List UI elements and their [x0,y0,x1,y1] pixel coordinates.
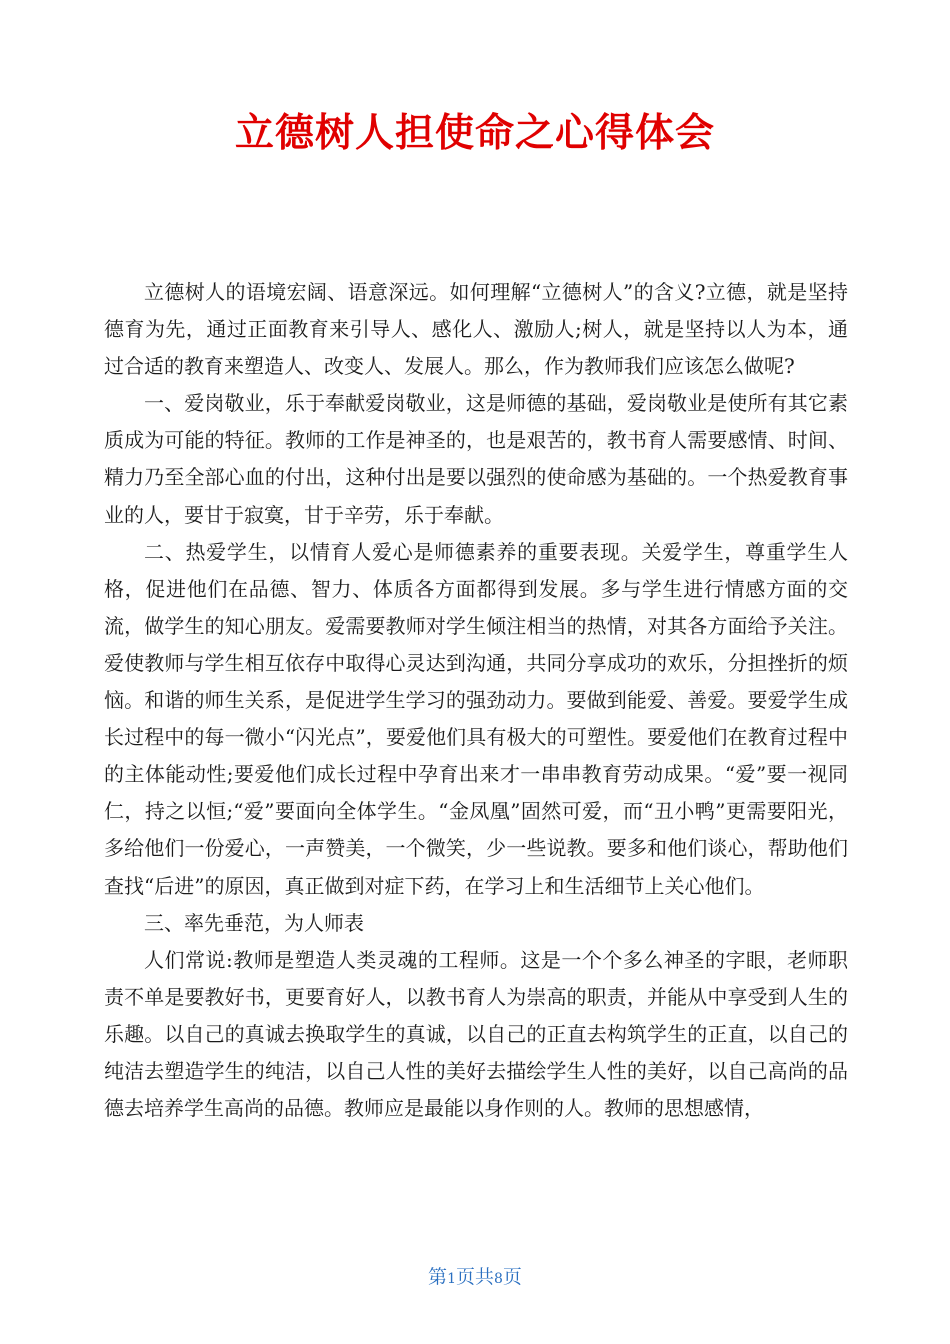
document-title: 立德树人担使命之心得体会 [234,111,715,156]
paragraph-section-3-heading: 三、率先垂范，为人师表 [144,910,364,935]
page-number-footer [0,1264,950,1292]
paragraph-intro: 立德树人的语境宏阔、语意深远。如何理解“立德树人”的含义?立德，就是坚持德育为先，通过正面教育来引导人、感化人、激励人;树人，就是坚持以人为本，通过合适的教育来塑造人、改变人、发展人。那么，作为教师我们应该怎么做呢? [104,280,848,379]
current-page-number: 1 [447,1271,456,1287]
footer-prefix: 第 [428,1266,448,1288]
footer-middle: 页共 [455,1266,494,1288]
paragraph-section-3-body: 人们常说:教师是塑造人类灵魂的工程师。这是一个个多么神圣的字眼，老师职责不单是要教好书，更要育好人，以教书育人为崇高的职责，并能从中享受到人生的乐趣。以自己的真诚去换取学生的真诚，以自己的正直去构筑学生的正直，以自己的纯洁去塑造学生的纯洁，以自己人性的美好去描绘学生人性的美好，以自己高尚的品德去培养学生高尚的品德。教师应是最能以身作则的人。教师的思想感情， [104,947,848,1121]
document-body [104,274,848,1127]
paragraph-section-2: 二、热爱学生，以情育人爱心是师德素养的重要表现。关爱学生，尊重学生人格，促进他们在品德、智力、体质各方面都得到发展。多与学生进行情感方面的交流，做学生的知心朋友。爱需要教师对学生倾注相当的热情，对其各方面给予关注。爱使教师与学生相互依存中取得心灵达到沟通，共同分享成功的欢乐，分担挫折的烦恼。和谐的师生关系，是促进学生学习的强劲动力。要做到能爱、善爱。要爱学生成长过程中的每一微小“闪光点”，要爱他们具有极大的可塑性。要爱他们在教育过程中的主体能动性;要爱他们成长过程中孕育出来才一串串教育劳动成果。“爱”要一视同仁，持之以恒;“爱”要面向全体学生。“金凤凰”固然可爱，而“丑小鸭”更需要阳光，多给他们一份爱心，一声赞美，一个微笑，少一些说教。要多和他们谈心，帮助他们查找“后进”的原因，真正做到对症下药，在学习上和生活细节上关心他们。 [104,539,848,898]
paragraph-section-1: 一、爱岗敬业，乐于奉献爱岗敬业，这是师德的基础，爱岗敬业是使所有其它素质成为可能的特征。教师的工作是神圣的，也是艰苦的，教书育人需要感情、时间、精力乃至全部心血的付出，这种付出是要以强烈的使命感为基础的。一个热爱教育事业的人，要甘于寂寞，甘于辛劳，乐于奉献。 [104,391,848,527]
footer-suffix: 页 [502,1266,522,1288]
total-page-number: 8 [494,1271,503,1287]
